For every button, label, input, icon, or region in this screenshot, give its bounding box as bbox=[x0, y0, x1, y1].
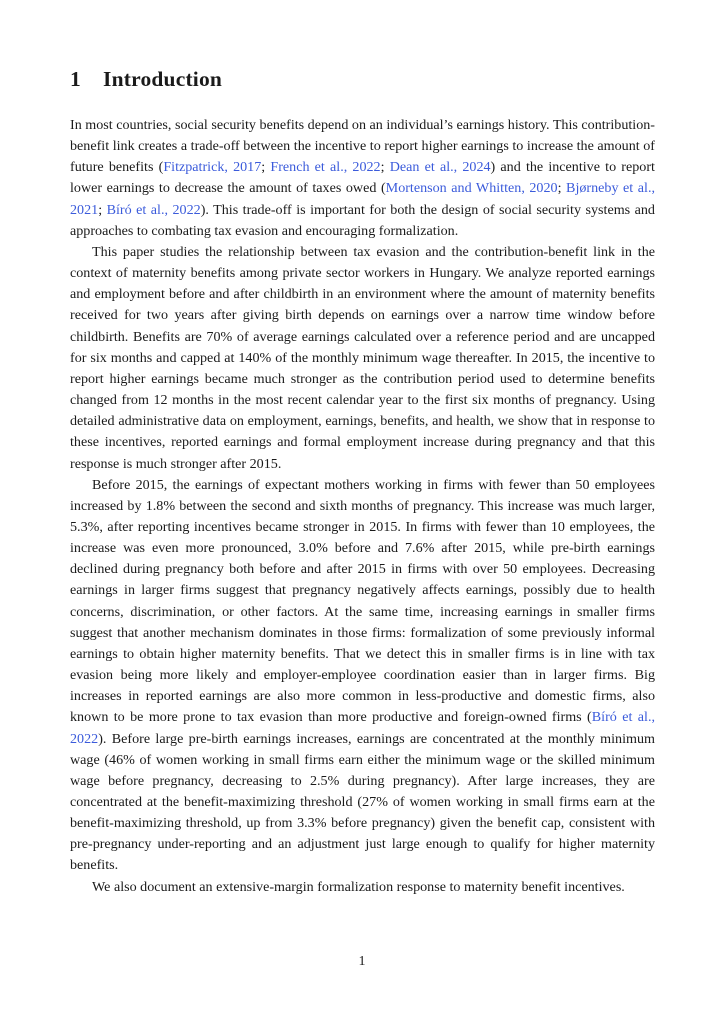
page-number: 1 bbox=[358, 954, 366, 969]
citation-link[interactable]: Bíró et al., 2022 bbox=[106, 201, 201, 218]
paragraph-1 bbox=[70, 115, 655, 242]
citation-link[interactable]: Bíró et al., 2022 bbox=[70, 709, 655, 747]
paragraph-3 bbox=[70, 475, 655, 877]
citation-link[interactable]: Mortenson and Whitten, 2020 bbox=[385, 180, 558, 197]
page-body bbox=[70, 64, 655, 898]
paragraph-text: This paper studies the relationship between tax evasion and the contribution-benefit link in the context of maternity benefits among private sector workers in Hungary. We analyze reported earnings and employment before and after childbirth in an environment where the amount of maternity benefits received for two years after giving birth depends on earnings over a narrow time window before childbirth. Benefits are 70% of average earnings calculated over a reference period and are uncapped for six months and capped at 140% of the monthly minimum wage thereafter. In 2015, the incentive to report higher earnings became much stronger as the contribution period used to determine benefits changed from 12 months in the most recent calendar year to the first six months of pregnancy. Using detailed administrative data on employment, earnings, benefits, and health, we show that in response to these incentives, reported earnings and formal employment increase during pregnancy and that this response is much stronger after 2015. bbox=[70, 243, 655, 472]
section-title: Introduction bbox=[103, 67, 223, 91]
section-heading bbox=[70, 64, 655, 94]
paragraph-text: ). Before large pre-birth earnings increases, earnings are concentrated at the monthly minimum wage (46% of women working in small firms earn either the minimum wage or the skilled minimum wage before pregnancy, decreasing to 2.5% during pregnancy). After large increases, they are concentrated at the benefit-maximizing threshold (27% of women working in small firms earn at the benefit-maximizing threshold, up from 3.3% before pregnancy) given the benefit cap, consistent with pre-pregnancy under-reporting and an adjustment just large enough to qualify for higher maternity benefits. bbox=[70, 730, 655, 874]
citation-link[interactable]: Dean et al., 2024 bbox=[389, 159, 491, 176]
citation-link[interactable]: Fitzpatrick, 2017 bbox=[163, 159, 262, 176]
paragraph-text: ) and the incentive to report lower earnings to decrease the amount of taxes owed ( bbox=[70, 159, 655, 197]
paragraph-text: ; bbox=[98, 201, 107, 218]
section-number: 1 bbox=[70, 67, 81, 91]
paragraph-text: ; bbox=[261, 159, 271, 176]
paragraph-text: Before 2015, the earnings of expectant mothers working in firms with fewer than 50 employees increased by 1.8% between the second and sixth months of pregnancy. This increase was much larger, 5.3%, after reporting incentives became stronger in 2015. In firms with fewer than 10 employees, the increase was even more pronounced, 3.0% before and 7.6% after 2015, while pre-birth earnings declined during pregnancy both before and after 2015 in firms with over 50 employees. Decreasing earnings in larger firms suggest that pregnancy negatively affects earnings, possibly due to health concerns, discrimination, or other factors. At the same time, increasing earnings in smaller firms suggest that another mechanism dominates in those firms: formalization of some previously informal earnings to obtain higher maternity benefits. That we detect this in smaller firms is in line with tax evasion being more likely and employer-employee coordination easier than in larger firms. Big increases in reported earnings are also more common in less-productive and domestic firms, also known to be more prone to tax evasion than more productive and foreign-owned firms ( bbox=[70, 476, 655, 726]
paragraph-text: In most countries, social security benefits depend on an individual’s earnings history. This contribution-benefit link creates a trade-off between the incentive to report higher earnings to increase the amount of future benefits ( bbox=[70, 117, 655, 176]
paragraph-text: ; bbox=[380, 159, 390, 176]
paragraph-text: ; bbox=[557, 180, 567, 197]
paragraph-2 bbox=[70, 242, 655, 475]
paragraph-text: ). This trade-off is important for both the design of social security systems and approaches to combating tax evasion and encouraging formalization. bbox=[70, 201, 655, 239]
citation-link[interactable]: Bjørneby et al., 2021 bbox=[70, 180, 655, 218]
paragraph-4 bbox=[70, 877, 655, 898]
paragraph-text: We also document an extensive-margin formalization response to maternity benefit incentives. bbox=[92, 878, 625, 895]
citation-link[interactable]: French et al., 2022 bbox=[270, 159, 381, 176]
